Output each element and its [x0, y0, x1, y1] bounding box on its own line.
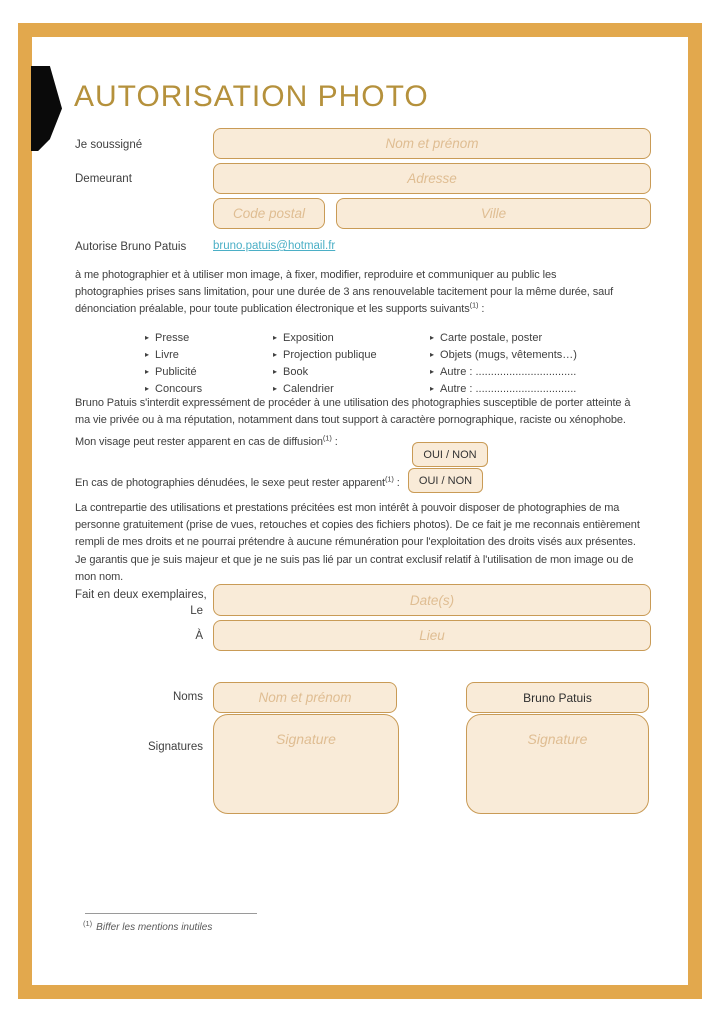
footnote-ref: (1)	[322, 433, 332, 443]
code-postal-placeholder: Code postal	[232, 206, 306, 221]
footnote-divider	[85, 913, 257, 914]
page-title: AUTORISATION PHOTO	[74, 80, 429, 113]
signer-name-field[interactable]	[213, 682, 397, 713]
list-item: ▸ Objets (mugs, vêtements…)	[430, 349, 577, 361]
lieu-field[interactable]	[213, 620, 651, 651]
list-item: ▸ Book	[273, 366, 309, 378]
footnote	[83, 919, 212, 933]
ville-placeholder: Ville	[480, 206, 507, 221]
bullet-icon: ▸	[273, 350, 278, 359]
photographer-name-box	[466, 682, 649, 713]
signature-placeholder: Signature	[527, 731, 588, 747]
privacy-line: ma vie privée ou à ma réputation, notamment dans tout support à caractère pornographique, raciste ou xénophobe.	[75, 414, 626, 426]
list-item: ▸ Presse	[145, 332, 190, 344]
supports-column-2	[273, 330, 377, 398]
bullet-icon: ▸	[273, 333, 278, 342]
bullet-icon: ▸	[145, 384, 150, 393]
footnote-ref: (1)	[469, 300, 479, 310]
bullet-icon: ▸	[273, 367, 278, 376]
list-item: ▸ Calendrier	[273, 383, 334, 395]
adresse-field[interactable]	[213, 163, 651, 194]
signatures-label: Signatures	[148, 741, 203, 753]
nom-prenom-field[interactable]	[213, 128, 651, 159]
footnote-ref: (1)	[83, 919, 93, 928]
le-label: Le	[190, 605, 203, 617]
adresse-placeholder: Adresse	[407, 171, 457, 186]
bullet-icon: ▸	[145, 367, 150, 376]
contrepartie-paragraph	[75, 500, 640, 551]
oui-non-nudite-button[interactable]: OUI / NON	[408, 468, 483, 493]
supports-column-1	[145, 330, 202, 398]
supports-column-3	[430, 330, 577, 398]
list-item: ▸ Projection publique	[273, 349, 377, 361]
nom-prenom-placeholder: Nom et prénom	[385, 136, 479, 151]
intro-line: photographies prises sans limitation, pour une durée de 3 ans renouvelable tacitement pour la même durée, sauf	[75, 286, 614, 298]
signature-placeholder: Signature	[276, 731, 336, 747]
fait-exemplaires-label: Fait en deux exemplaires,	[75, 589, 207, 601]
contrepartie-line: rempli de mes droits et ne pourrai prétendre à aucune rémunération pour l'exploitation des droits visés aux présentes.	[75, 536, 636, 548]
ville-field[interactable]	[336, 198, 651, 229]
a-label: À	[195, 630, 203, 642]
bullet-icon: ▸	[145, 350, 150, 359]
contrepartie-line: La contrepartie des utilisations et prestations précitées est mon intérêt à pouvoir disposer de photographies de ma	[75, 502, 620, 514]
list-item: ▸ Livre	[145, 349, 179, 361]
intro-paragraph	[75, 267, 613, 318]
lieu-placeholder: Lieu	[419, 628, 445, 643]
privacy-line: Bruno Patuis s'interdit expressément de procéder à une utilisation des photographies susceptible de porter atteinte à	[75, 397, 631, 409]
visage-question: Mon visage peut rester apparent en cas de diffusion$^{(1)}$ :	[75, 433, 338, 448]
list-item: ▸ Concours	[145, 383, 203, 395]
list-item: ▸ Publicité	[145, 366, 197, 378]
bullet-icon: ▸	[430, 333, 435, 342]
list-item: ▸ Autre : .................................	[430, 383, 577, 395]
bullet-icon: ▸	[430, 384, 435, 393]
autorise-label: Autorise Bruno Patuis	[75, 241, 187, 253]
code-postal-field[interactable]	[213, 198, 325, 229]
majeur-line: Je garantis que je suis majeur et que je ne suis pas lié par un contrat exclusif relatif à l'utilisation de mon image ou de	[75, 554, 634, 566]
oui-non-visage-button[interactable]: OUI / NON	[412, 442, 488, 467]
bullet-icon: ▸	[145, 333, 150, 342]
date-field[interactable]	[213, 584, 651, 616]
intro-line: à me photographier et à utiliser mon image, à fixer, modifier, reproduire et communiquer au public les	[75, 269, 557, 281]
noms-label: Noms	[172, 691, 203, 703]
bullet-icon: ▸	[273, 384, 278, 393]
list-item: ▸ Exposition	[273, 332, 334, 344]
email-link[interactable]: bruno.patuis@hotmail.fr	[213, 240, 336, 252]
list-item: ▸ Autre : .................................	[430, 366, 577, 378]
photographer-signature-box[interactable]	[466, 714, 649, 814]
demeurant-label: Demeurant	[75, 173, 132, 185]
photographer-name: Bruno Patuis	[523, 690, 592, 705]
list-item: ▸ Carte postale, poster	[430, 332, 543, 344]
contrepartie-line: personne gratuitement (prise de vues, retouches et copies des fichiers photos). De ce fait je me reconnais entièrement	[75, 519, 640, 531]
signer-signature-box[interactable]	[213, 714, 399, 814]
footnote-text: Biffer les mentions inutiles	[96, 922, 213, 934]
majeur-paragraph	[75, 552, 633, 586]
majeur-line: mon nom.	[75, 571, 124, 583]
signer-name-placeholder: Nom et prénom	[258, 690, 352, 705]
privacy-paragraph	[75, 395, 630, 429]
footnote-ref: (1)	[384, 474, 394, 484]
bullet-icon: ▸	[430, 367, 435, 376]
nudite-question: En cas de photographies dénudées, le sexe peut rester apparent$^{(1)}$ :	[75, 474, 400, 489]
intro-line: dénonciation préalable, pour toute publication électronique et les supports suivants$^{(1)}$ :	[75, 300, 485, 315]
bullet-icon: ▸	[430, 350, 435, 359]
je-soussigne-label: Je soussigné	[75, 139, 143, 151]
date-placeholder: Date(s)	[409, 592, 455, 608]
